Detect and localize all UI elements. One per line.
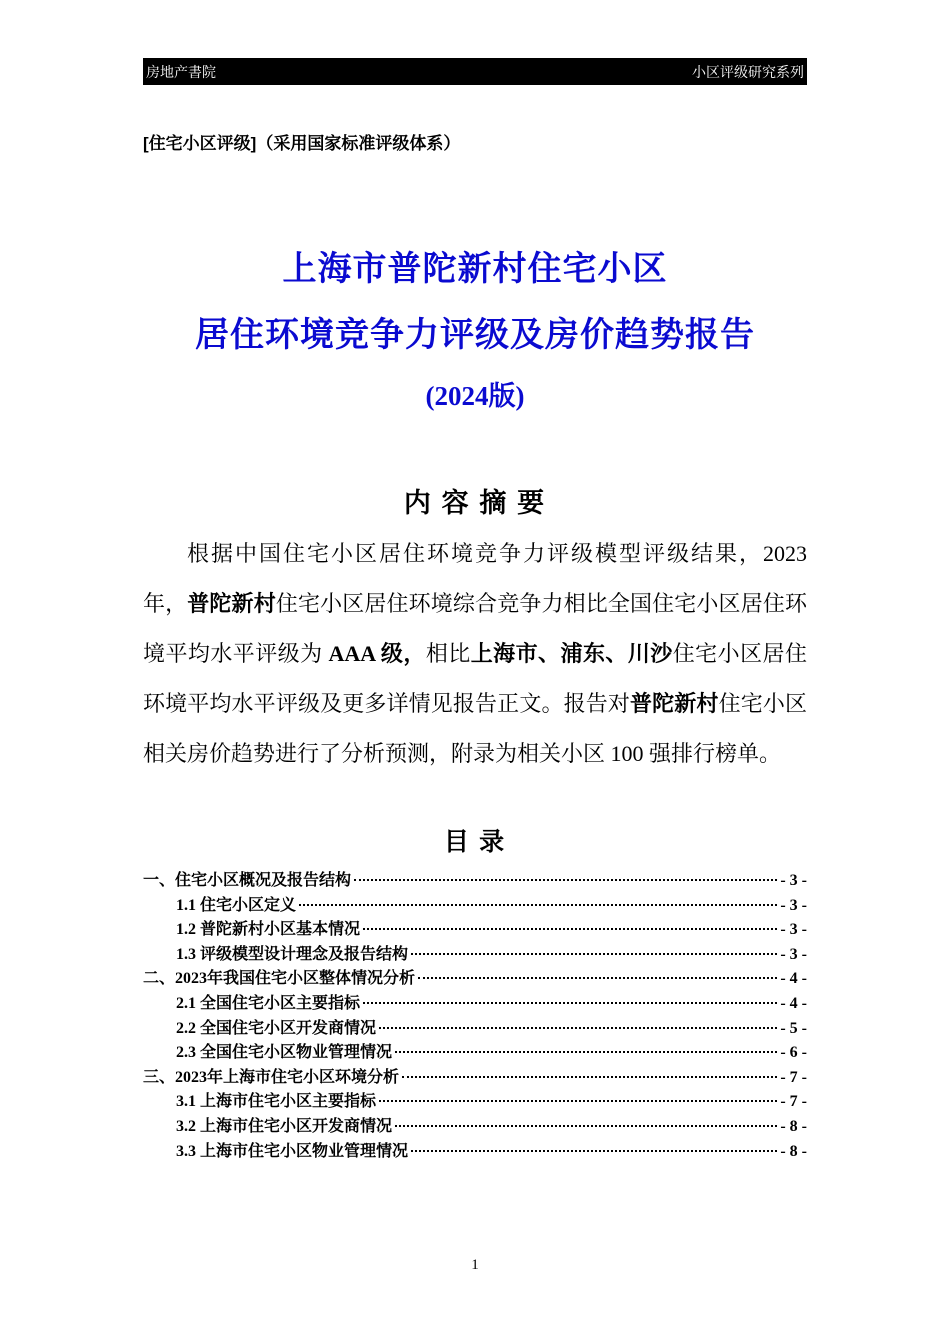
header-left-text: 房地产書院 — [146, 63, 216, 80]
toc-entry-label: 3.1 上海市住宅小区主要指标 — [176, 1093, 377, 1111]
summary-paragraph — [143, 529, 807, 779]
toc-entry-label: 1.2 普陀新村小区基本情况 — [176, 921, 361, 939]
toc-entry-label: 3.3 上海市住宅小区物业管理情况 — [176, 1142, 409, 1160]
toc-entry[interactable] — [143, 918, 807, 943]
toc-entry[interactable] — [143, 1090, 807, 1115]
summary-bold-segment: 普陀新村 — [187, 591, 276, 616]
summary-segment: 根据中国住宅小区居住环境竞争力评级模型评级结果，2023 年， — [143, 541, 807, 616]
report-title-block — [143, 237, 807, 369]
summary-bold-segment: 上海市、浦东、川沙 — [470, 641, 673, 666]
toc-entry-label: 三、2023年上海市住宅小区环境分析 — [143, 1068, 400, 1086]
toc-dot-leader — [354, 879, 777, 881]
toc-entry-label: 二、2023年我国住宅小区整体情况分析 — [143, 970, 416, 988]
toc-dot-leader — [395, 1051, 777, 1053]
toc-entry-page: - 4 - — [780, 970, 807, 988]
toc-entry-page: - 3 - — [780, 896, 807, 914]
summary-segment: 住宅小区相关房价趋势进行了分析预测，附录为相关小区 100 强排行榜单。 — [143, 691, 807, 766]
toc-entry-label: 3.2 上海市住宅小区开发商情况 — [176, 1117, 393, 1135]
toc-entry-page: - 5 - — [780, 1019, 807, 1037]
toc-entry-page: - 3 - — [780, 945, 807, 963]
toc-entry-label: 2.3 全国住宅小区物业管理情况 — [176, 1044, 393, 1062]
toc-entry[interactable] — [143, 1041, 807, 1066]
toc-entry[interactable] — [143, 869, 807, 894]
toc-list — [143, 869, 807, 1164]
toc-entry[interactable] — [143, 894, 807, 919]
toc-entry-label: 1.3 评级模型设计理念及报告结构 — [176, 945, 409, 963]
summary-bold-segment: AAA 级， — [328, 641, 426, 666]
summary-segment: 相比 — [425, 641, 471, 666]
toc-dot-leader — [411, 953, 777, 955]
toc-entry[interactable] — [143, 1115, 807, 1140]
toc-entry-page: - 6 - — [780, 1044, 807, 1062]
page-number: 1 — [471, 1257, 479, 1273]
toc-entry-label: 2.1 全国住宅小区主要指标 — [176, 994, 361, 1012]
summary-segment: 住宅小区居住环境平均水平评级及更多详情见报告正文。报告对 — [143, 641, 807, 716]
toc-dot-leader — [395, 1125, 777, 1127]
toc-entry[interactable] — [143, 967, 807, 992]
report-edition: (2024版) — [425, 381, 525, 411]
summary-heading: 内 容 摘 要 — [403, 488, 547, 518]
toc-dot-leader — [411, 1150, 777, 1152]
toc-entry-label: 一、住宅小区概况及报告结构 — [143, 872, 352, 889]
toc-entry[interactable] — [143, 992, 807, 1017]
toc-dot-leader — [379, 1027, 777, 1029]
toc-dot-leader — [379, 1100, 777, 1102]
toc-entry-page: - 7 - — [780, 1093, 807, 1111]
toc-entry[interactable] — [143, 1066, 807, 1091]
toc-entry-page: - 3 - — [780, 921, 807, 939]
summary-bold-segment: 普陀新村 — [630, 691, 719, 716]
header-right-text: 小区评级研究系列 — [692, 63, 804, 80]
report-title-line1: 上海市普陀新村住宅小区 — [282, 251, 668, 288]
report-title-line2: 居住环境竞争力评级及房价趋势报告 — [195, 317, 755, 354]
toc-entry[interactable] — [143, 1017, 807, 1042]
toc-entry-page: - 8 - — [780, 1117, 807, 1135]
toc-entry[interactable] — [143, 943, 807, 968]
toc-entry[interactable] — [143, 1140, 807, 1165]
toc-entry-label: 2.2 全国住宅小区开发商情况 — [176, 1019, 377, 1037]
toc-entry-page: - 7 - — [780, 1068, 807, 1086]
toc-dot-leader — [363, 1002, 777, 1004]
toc-dot-leader — [363, 928, 777, 930]
toc-dot-leader — [402, 1076, 777, 1078]
toc-entry-page: - 8 - — [780, 1142, 807, 1160]
document-header — [143, 58, 807, 85]
toc-entry-label: 1.1 住宅小区定义 — [176, 896, 297, 914]
toc-dot-leader — [299, 904, 777, 906]
toc-dot-leader — [418, 977, 777, 979]
toc-entry-page: - 3 - — [780, 872, 807, 889]
rating-system-note: [住宅小区评级]（采用国家标准评级体系） — [143, 134, 461, 153]
summary-segment: 住宅小区居住环境综合竞争力相比全国住宅小区居住环境平均水平评级为 — [143, 591, 807, 666]
toc-entry-page: - 4 - — [780, 994, 807, 1012]
toc-heading: 目 录 — [443, 829, 507, 856]
